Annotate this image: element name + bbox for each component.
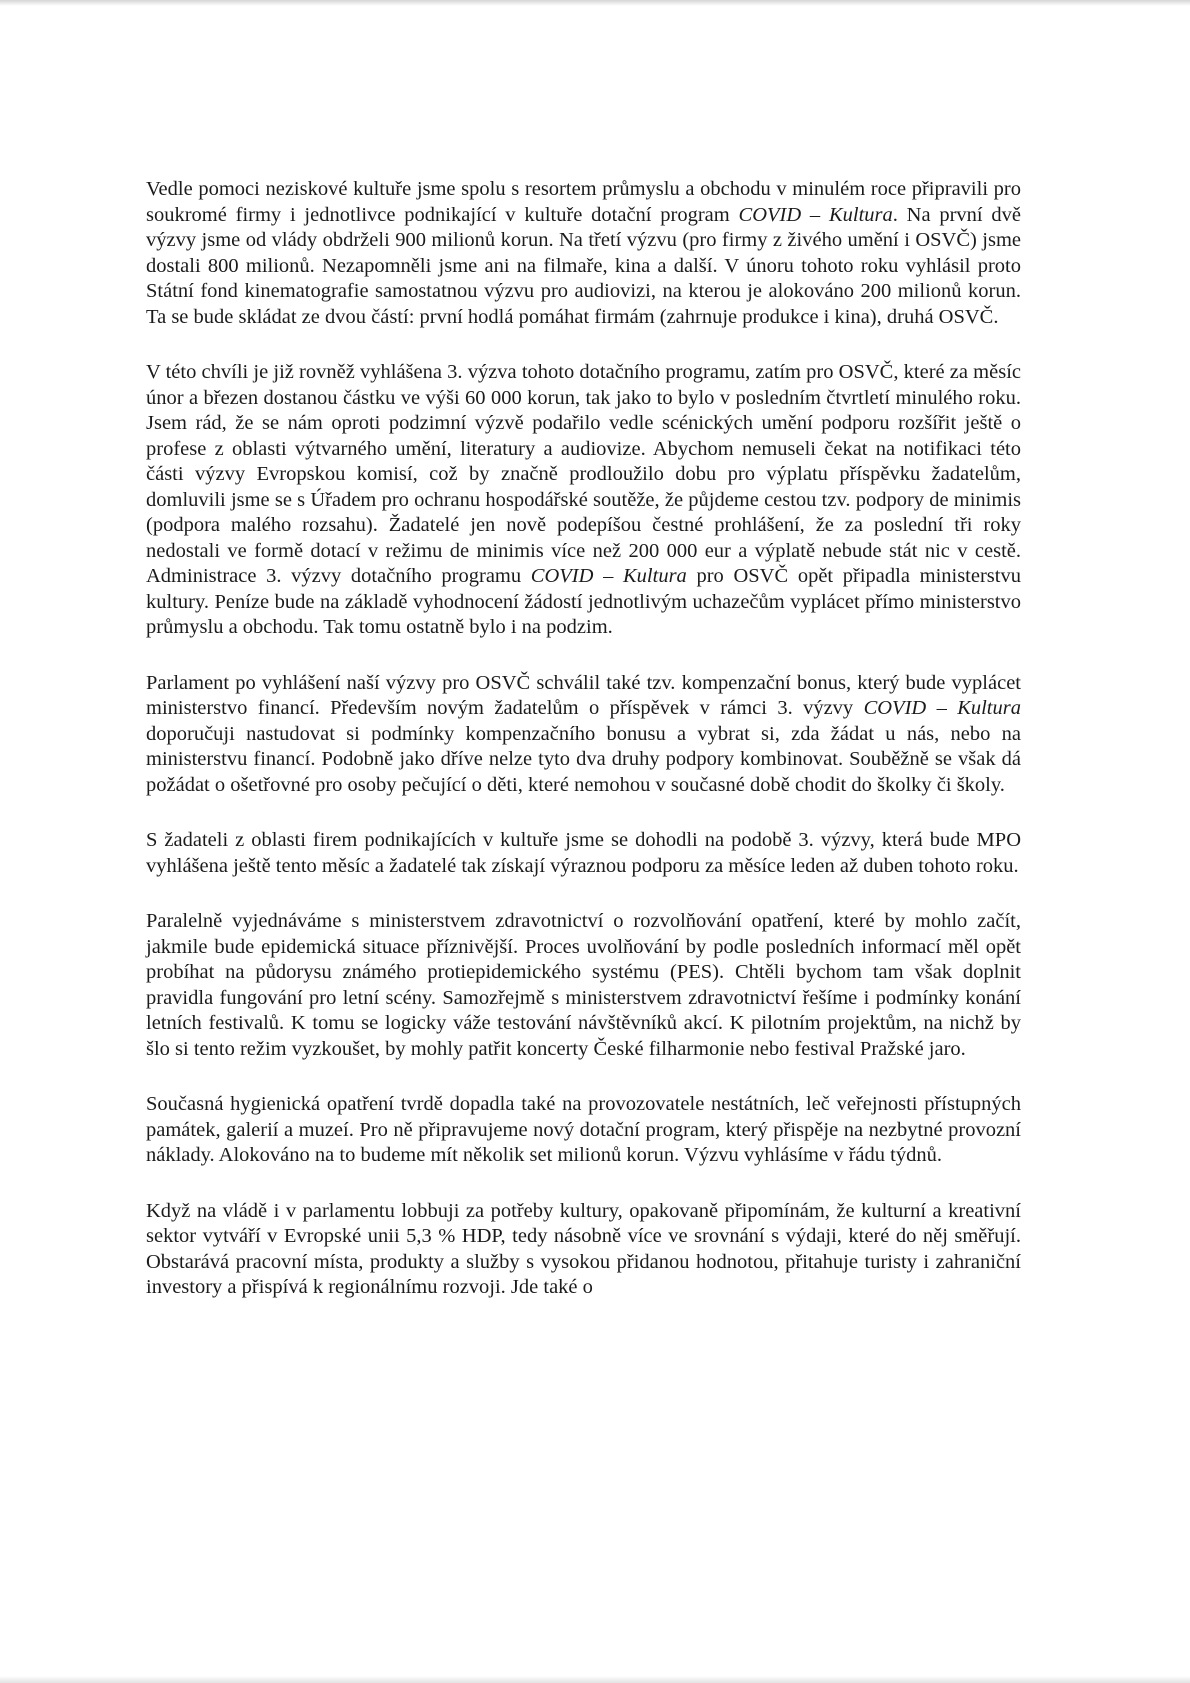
paragraph-compensation-bonus [146, 671, 1021, 799]
scan-edge-bottom [0, 1676, 1190, 1683]
text-segment: doporučuji nastudovat si podmínky kompenzačního bonusu a vybrat si, zda žádat u nás, nebo na ministerstvu financí. Podobně jako dříve nelze tyto dva druhy podpory kombinovat. Souběžně se však dá požádat o ošetřovné pro osoby pečující o děti, které nemohou v současné době chodit do školky či školy. [146, 722, 1021, 796]
program-name-italic: COVID – Kultura [530, 565, 687, 587]
document-body [146, 177, 1021, 1331]
text-segment: Parlament po vyhlášení naší výzvy pro OSVČ schválil také tzv. kompenzační bonus, který bude vyplácet ministerstvo financí. Především novým žadatelům o příspěvek v rámci 3. výzvy [146, 671, 1021, 719]
text-segment: Vedle pomoci neziskové kultuře jsme spolu s resortem průmyslu a obchodu v minulém roce připravili pro soukromé firmy i jednotlivce podnikající v kultuře dotační program [146, 178, 1021, 226]
text-segment: S žadateli z oblasti firem podnikajících v kultuře jsme se dohodli na podobě 3. výzvy, která bude MPO vyhlášena ještě tento měsíc a žadatelé tak získají výraznou podporu za měsíce leden až duben tohoto roku. [146, 829, 1021, 877]
paragraph-monuments-program [146, 1092, 1021, 1169]
paragraph-relaxation-measures [146, 909, 1021, 1062]
paragraph-firms-third-call [146, 828, 1021, 879]
text-segment: Paralelně vyjednáváme s ministerstvem zdravotnictví o rozvolňování opatření, které by mohlo začít, jakmile bude epidemická situace příznivější. Proces uvolňování by podle posledních informací měl opět probíhat na půdorysu známého protiepidemického systému (PES). Chtěli bychom tam však doplnit pravidla fungování pro letní scény. Samozřejmě s ministerstvem zdravotnictví řešíme i podmínky konání letních festivalů. K tomu se logicky váže testování návštěvníků akcí. K pilotním projektům, na nichž by šlo si tento režim vyzkoušet, by mohly patřit koncerty České filharmonie nebo festival Pražské jaro. [146, 910, 1021, 1060]
text-segment: V této chvíli je již rovněž vyhlášena 3. výzva tohoto dotačního programu, zatím pro OSVČ, které za měsíc únor a březen dostanou částku ve výši 60 000 korun, tak jako to bylo v posledním čtvrtletí minulého roku. Jsem rád, že se nám oproti podzimní výzvě podařilo vedle scénických umění podporu rozšířit ještě o profese z oblasti výtvarného umění, literatury a audiovize. Abychom nemuseli čekat na notifikaci této části výzvy Evropskou komisí, což by značně prodloužilo dobu pro výplatu příspěvku žadatelům, domluvili jsme se s Úřadem pro ochranu hospodářské soutěže, že půjdeme cestou tzv. podpory de minimis (podpora malého rozsahu). Žadatelé jen nově podepíšou čestné prohlášení, že za poslední tři roky nedostali ve formě dotací v režimu de minimis více než 200 000 eur a výplatě nebude stát nic v cestě. Administrace 3. výzvy dotačního programu [146, 361, 1021, 587]
program-name-italic: COVID – Kultura [738, 203, 893, 226]
paragraph-third-call-osvc [146, 360, 1021, 641]
scan-edge-top [0, 0, 1190, 6]
paragraph-cultural-sector-gdp [146, 1199, 1021, 1301]
program-name-italic: COVID – Kultura [863, 697, 1021, 719]
text-segment: pro OSVČ opět připadla ministerstvu kultury. Peníze bude na základě vyhodnocení žádostí jednotlivým uchazečům vyplácet přímo ministerstvo průmyslu a obchodu. Tak tomu ostatně bylo i na podzim. [146, 565, 1021, 638]
paragraph-covid-kultura-program [146, 177, 1021, 330]
text-segment: Když na vládě i v parlamentu lobbuji za potřeby kultury, opakovaně připomínám, že kulturní a kreativní sektor vytváří v Evropské unii 5,3 % HDP, tedy násobně více ve srovnání s výdaji, které do něj směřují. Obstarává pracovní místa, produkty a služby s vysokou přidanou hodnotou, přitahuje turisty i zahraniční investory a přispívá k regionálnímu rozvoji. Jde také o [146, 1199, 1021, 1298]
text-segment: . Na první dvě výzvy jsme od vlády obdrželi 900 milionů korun. Na třetí výzvu (pro firmy z živého umění i OSVČ) jsme dostali 800 milionů. Nezapomněli jsme ani na filmaře, kina a další. V únoru tohoto roku vyhlásil proto Státní fond kinematografie samostatnou výzvu pro audiovizi, na kterou je alokováno 200 milionů korun. Ta se bude skládat ze dvou částí: první hodlá pomáhat firmám (zahrnuje produkce i kina), druhá OSVČ. [146, 203, 1021, 328]
text-segment: Současná hygienická opatření tvrdě dopadla také na provozovatele nestátních, leč veřejnosti přístupných památek, galerií a muzeí. Pro ně připravujeme nový dotační program, který přispěje na nezbytné provozní náklady. Alokováno na to budeme mít několik set milionů korun. Výzvu vyhlásíme v řádu týdnů. [146, 1093, 1021, 1166]
